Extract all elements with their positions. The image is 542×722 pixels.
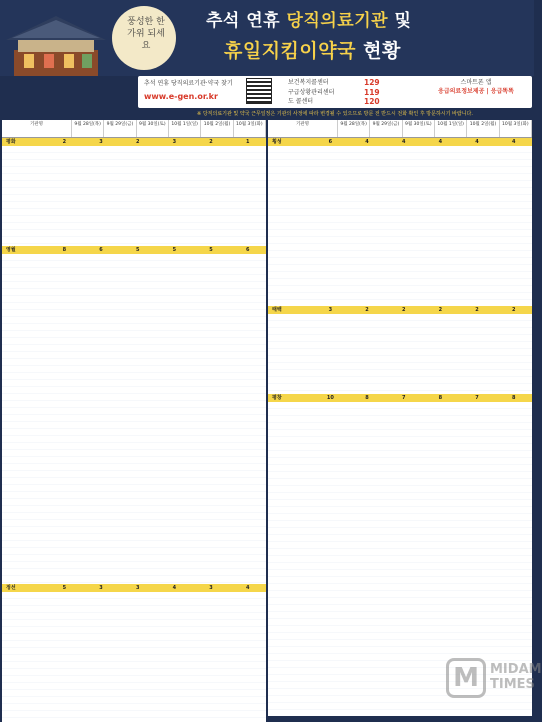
col-header-name: 기관명 bbox=[268, 120, 338, 137]
col-header-day: 9월 29일(금) bbox=[370, 120, 402, 137]
table-rows bbox=[2, 592, 266, 722]
col-header-day: 10월 1일(일) bbox=[169, 120, 201, 137]
notice-text: ※ 당직의료기관 및 약국 근무일정은 기관의 사정에 따라 변경될 수 있으므로 방문 전 반드시 전화 확인 후 방문하시기 바랍니다. bbox=[197, 111, 473, 117]
col-header-day: 9월 30일(토) bbox=[403, 120, 435, 137]
watermark-letter: M bbox=[446, 658, 486, 698]
region-row: 평화 2 3 2 3 2 1 bbox=[2, 138, 266, 146]
app-name: 응급의료정보제공 | 응급똑똑 bbox=[438, 88, 514, 95]
table-rows bbox=[268, 146, 532, 306]
region-row: 태백 3 2 2 2 2 2 bbox=[268, 306, 532, 314]
region-row: 평창 10 8 7 8 7 8 bbox=[268, 394, 532, 402]
col-header-day: 9월 29일(금) bbox=[104, 120, 136, 137]
slogan: 풍성한 한가위 되세요 bbox=[127, 17, 165, 51]
pavilion-illustration bbox=[4, 6, 108, 76]
phone-number: 119 bbox=[364, 87, 380, 97]
right-table bbox=[268, 120, 532, 716]
table-rows bbox=[2, 146, 266, 246]
phone-number: 129 bbox=[364, 78, 380, 87]
table-header bbox=[268, 120, 532, 138]
app-title: 스마트폰 앱 bbox=[460, 79, 492, 86]
table-header bbox=[2, 120, 266, 138]
col-header-day: 9월 28일(목) bbox=[72, 120, 104, 137]
table-rows bbox=[2, 254, 266, 584]
info-bar bbox=[138, 76, 532, 108]
app-info bbox=[426, 78, 526, 96]
col-header-day: 9월 28일(목) bbox=[338, 120, 370, 137]
left-table bbox=[2, 120, 266, 716]
phone-list bbox=[288, 78, 418, 107]
website-link[interactable]: www.e-gen.or.kr bbox=[144, 92, 218, 101]
col-header-day: 9월 30일(토) bbox=[137, 120, 169, 137]
col-header-day: 10월 3일(화) bbox=[234, 120, 266, 137]
col-header-day: 10월 2일(월) bbox=[201, 120, 233, 137]
region-row: 횡성 6 4 4 4 4 4 bbox=[268, 138, 532, 146]
search-guide-text: 추석 연휴 당직의료기관·약국 찾기 bbox=[144, 80, 233, 87]
page-title-line2: 휴일지킴이약국 현황 bbox=[224, 40, 401, 62]
table-rows bbox=[268, 314, 532, 394]
col-header-day: 10월 3일(화) bbox=[500, 120, 532, 137]
col-header-day: 10월 2일(월) bbox=[467, 120, 499, 137]
page-title-line1: 추석 연휴 당직의료기관 및 bbox=[206, 11, 412, 31]
phone-label: 구급상황관리센터 bbox=[288, 88, 335, 96]
region-row: 정선 5 3 3 4 3 4 bbox=[2, 584, 266, 592]
col-header-day: 10월 1일(일) bbox=[435, 120, 467, 137]
phone-number: 120 bbox=[364, 97, 380, 106]
region-row: 영월 8 6 5 5 5 6 bbox=[2, 246, 266, 254]
qr-code-icon bbox=[246, 78, 272, 104]
watermark-text: MIDAM TIMES bbox=[490, 662, 542, 692]
header-banner bbox=[0, 0, 534, 76]
phone-label: 보건복지콜센터 bbox=[288, 79, 329, 86]
watermark-logo bbox=[446, 650, 542, 712]
phone-label: 도 콜센터 bbox=[288, 98, 314, 105]
col-header-name: 기관명 bbox=[2, 120, 72, 137]
